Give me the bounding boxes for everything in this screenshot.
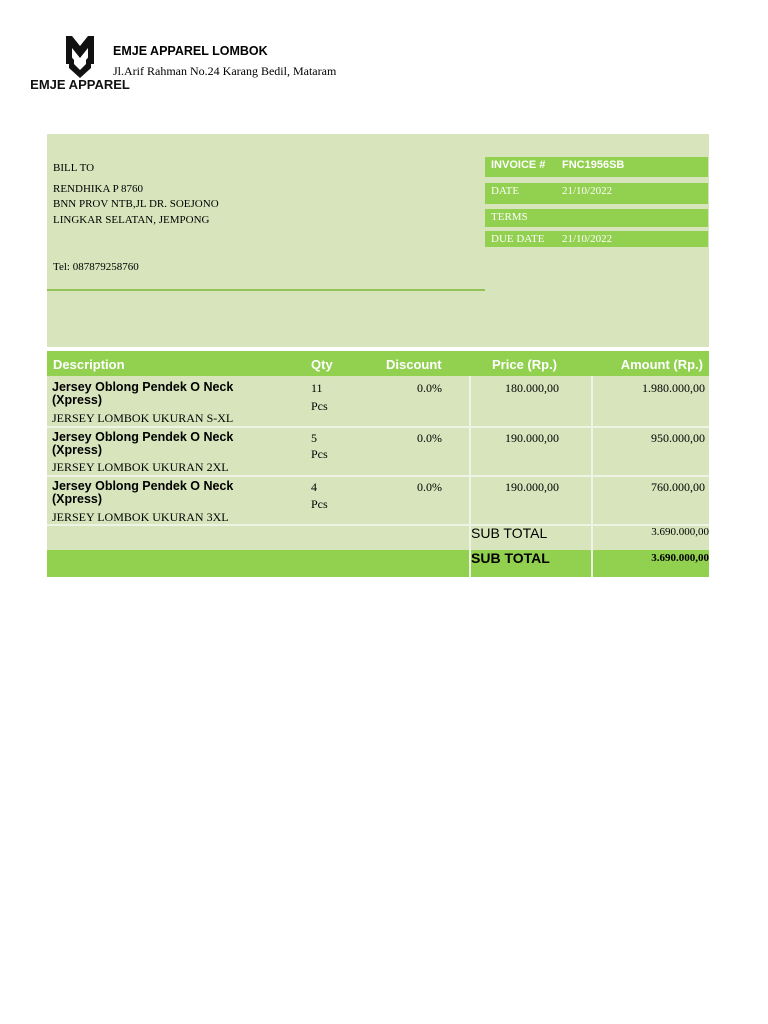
bill-to-name: RENDHIKA P 8760 [53,183,144,195]
bill-divider [47,289,485,291]
item-amount: 760.000,00 [651,480,705,494]
invoice-terms-row [485,209,708,227]
item-name: Jersey Oblong Pendek O Neck (Xpress) [52,380,234,407]
bill-to-label: BILL TO [53,162,95,174]
subtotal-label: SUB TOTAL [471,525,548,541]
item-discount: 0.0% [417,480,442,494]
header-amount: Amount (Rp.) [620,357,703,372]
item-unit: Pcs [311,497,328,511]
column-divider [469,550,471,577]
company-name: EMJE APPAREL LOMBOK [113,44,268,58]
item-subtitle: JERSEY LOMBOK UKURAN 3XL [52,510,229,524]
invoice-number-label: INVOICE # [491,159,546,171]
item-qty: 5 [311,431,317,445]
subtotal-value: 3.690.000,00 [651,526,709,538]
item-name: Jersey Oblong Pendek O Neck (Xpress) [52,479,234,506]
item-price: 190.000,00 [505,431,559,445]
item-name: Jersey Oblong Pendek O Neck (Xpress) [52,430,234,457]
items-table [47,351,709,577]
header-description: Description [53,357,125,372]
header-discount: Discount [386,357,442,372]
invoice-due-date: 21/10/2022 [562,233,613,245]
item-unit: Pcs [311,399,328,413]
row-separator [47,426,709,428]
item-price: 180.000,00 [505,381,559,395]
item-amount: 950.000,00 [651,431,705,445]
column-divider [591,550,593,577]
item-price: 190.000,00 [505,480,559,494]
total-label: SUB TOTAL [471,550,550,566]
bill-panel [47,134,709,347]
item-unit: Pcs [311,447,328,461]
item-qty: 11 [311,381,323,395]
bill-to-tel: Tel: 087879258760 [53,261,139,273]
table-header [47,351,709,376]
company-address: Jl.Arif Rahman No.24 Karang Bedil, Mataram [113,64,337,78]
invoice-date-label: DATE [491,185,520,197]
total-value: 3.690.000,00 [651,552,709,564]
company-logo [30,34,130,104]
header-price: Price (Rp.) [492,357,558,372]
bill-to-address-line1: BNN PROV NTB,JL DR. SOEJONO [53,198,219,210]
bill-to-address-line2: LINGKAR SELATAN, JEMPONG [53,214,210,226]
header-qty: Qty [311,357,333,372]
invoice-date-row [485,183,708,204]
invoice-number: FNC1956SB [562,159,625,171]
item-discount: 0.0% [417,381,442,395]
item-subtitle: JERSEY LOMBOK UKURAN S-XL [52,411,234,425]
invoice-due-row [485,231,708,247]
item-discount: 0.0% [417,431,442,445]
invoice-due-label: DUE DATE [491,233,545,245]
invoice-number-row [485,157,708,177]
invoice-date: 21/10/2022 [562,185,613,197]
item-subtitle: JERSEY LOMBOK UKURAN 2XL [52,460,229,474]
invoice-terms-label: TERMS [491,211,528,223]
item-amount: 1.980.000,00 [642,381,705,395]
logo-text: EMJE APPAREL [30,77,130,92]
item-qty: 4 [311,480,317,494]
total-bar [47,550,709,577]
row-separator [47,475,709,477]
